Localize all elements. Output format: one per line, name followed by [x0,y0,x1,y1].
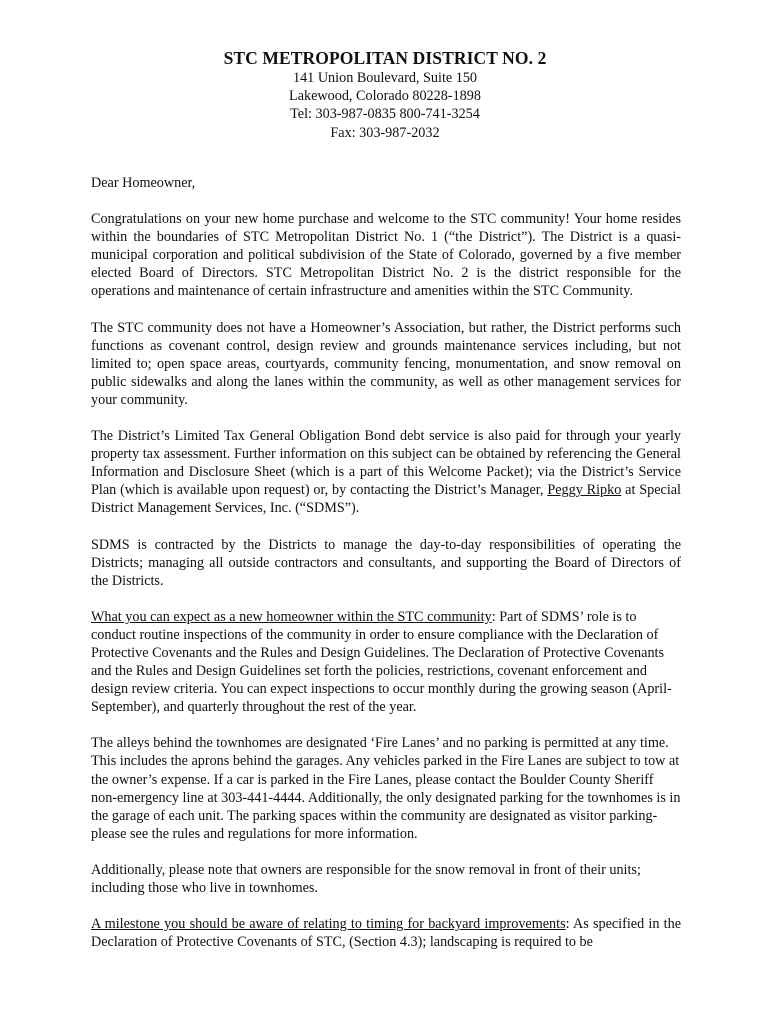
address-line-1: 141 Union Boulevard, Suite 150 [292,70,478,86]
expectations-heading: What you can expect as a new homeowner within the STC community [91,608,492,625]
district-title: STC METROPOLITAN DISTRICT NO. 2 [223,48,547,68]
paragraph-snow-removal: Additionally, please note that owners are responsible for the snow removal in front of their units; including those who live in townhomes. [91,861,641,896]
paragraph-fire-lanes: The alleys behind the townhomes are designated ‘Fire Lanes’ and no parking is permitted at any time. This includes the aprons behind the garages. Any vehicles parked in the Fire Lanes are subject to tow at the owner’s expense. If a car is parked in the Fire Lanes, please contact the Boulder County Sheriff non-emergency line at 303-441-4444. Additionally, the only designated parking for the townhomes is in the garage of each unit. The parking spaces within the community are designated as visitor parking- please see the rules and regulations for more information. [91,735,681,842]
bond-text-end: at Special District Management Services, Inc. (“SDMS”). [91,482,681,517]
paragraph-bond-debt [91,427,681,517]
manager-name: Peggy Ripko [547,482,622,499]
paragraph-welcome: Congratulations on your new home purchase and welcome to the STC community! Your home resides within the boundaries of STC Metropolitan District No. 1 (“the District”). The District is a quasi-municipal corporation and political subdivision of the State of Colorado, governed by a five member elected Board of Directors. STC Metropolitan District No. 2 is the district responsible for the operations and maintenance of certain infrastructure and amenities within the STC Community. [91,211,681,300]
paragraph-sdms: SDMS is contracted by the Districts to manage the day-to-day responsibilities of operating the Districts; managing all outside contractors and consultants, and supporting the Board of Directors of the Districts. [91,536,681,589]
paragraph-expectations [91,608,681,717]
address-line-2: Lakewood, Colorado 80228-1898 [289,88,481,105]
milestone-text: : As specified in the Declaration of Protective Covenants of STC, (Section 4.3); landscaping is required to be [91,916,681,951]
letterhead [0,47,770,142]
salutation: Dear Homeowner, [91,175,196,191]
paragraph-district-services: The STC community does not have a Homeowner’s Association, but rather, the District performs such functions as covenant control, design review and grounds maintenance services including, but not limited to; open space areas, courtyards, community fencing, monumentation, and snow removal on public sidewalks and along the lanes within the community, as well as other management services for your community. [91,319,681,408]
milestone-heading: A milestone you should be aware of relating to timing for backyard improvements [91,916,566,933]
expectations-text: : Part of SDMS’ role is to conduct routine inspections of the community in order to ensure compliance with the Declaration of Protective Covenants and the Rules and Design Guidelines. The Declaration of Protective Covenants and the Rules and Design Guidelines set forth the policies, restrictions, covenant enforcement and design review criteria. You can expect inspections to occur monthly during the growing season (April-September), and quarterly throughout the rest of the year. [91,608,672,716]
letter-body [91,174,681,969]
bond-text-start: The District’s Limited Tax General Obligation Bond debt service is also paid for through your yearly property tax assessment. Further information on this subject can be obtained by referencing the General Information and Disclosure Sheet (which is a part of this Welcome Packet); via the District’s Service Plan (which is available upon request) or, by contacting the District’s Manager, [91,428,681,499]
paragraph-milestone [91,915,681,951]
fax-line: Fax: 303-987-2032 [330,124,440,141]
telephone-line: Tel: 303-987-0835 800-741-3254 [290,106,480,123]
